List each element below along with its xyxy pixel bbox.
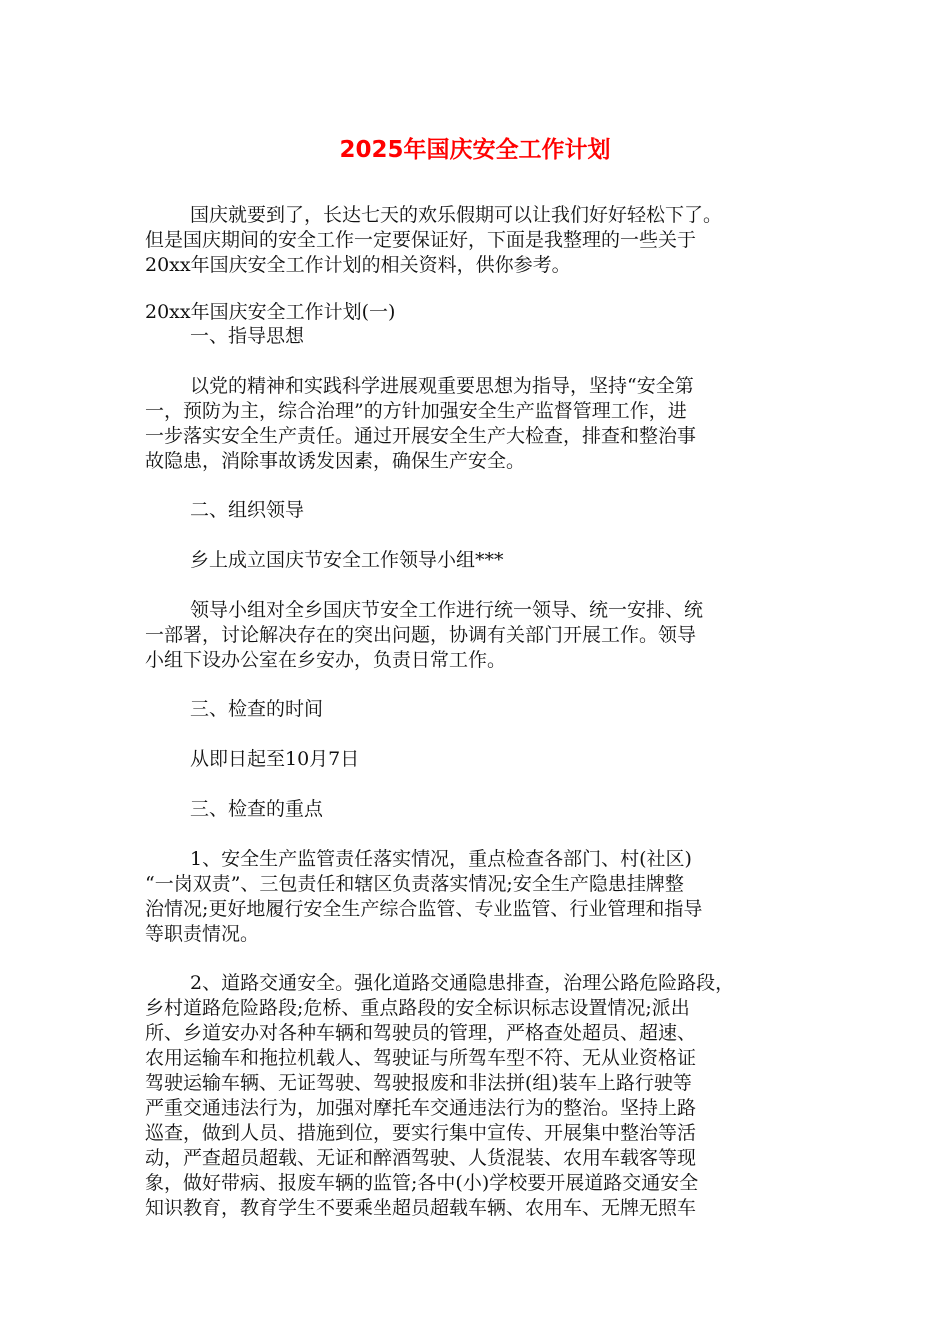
p6-line-3: 所、乡道安办对各种车辆和驾驶员的管理，严格查处超员、超速、 [145,1022,697,1044]
document-title: 2025年国庆安全工作计划 [339,137,611,163]
p6-line-6: 严重交通违法行为，加强对摩托车交通违法行为的整治。坚持上路 [145,1097,697,1119]
p3-line-1: 领导小组对全乡国庆节安全工作进行统一领导、统一安排、统 [190,599,704,621]
p3-line-3: 小组下设办公室在乡安办，负责日常工作。 [145,649,507,671]
p6-line-7: 巡查，做到人员、措施到位，要实行集中宣传、开展集中整治等活 [145,1122,697,1144]
p5-line-3: 治情况;更好地履行安全生产综合监管、专业监管、行业管理和指导 [145,898,703,920]
heading-organization: 二、组织领导 [190,499,305,521]
heading-inspection-time: 三、检查的时间 [190,698,324,720]
p3-line-2: 一部署，讨论解决存在的突出问题，协调有关部门开展工作。领导 [145,624,697,646]
p5-line-2: “一岗双责”、三包责任和辖区负责落实情况;安全生产隐患挂牌整 [145,873,684,895]
p4-line-1: 从即日起至10月7日 [190,748,360,770]
heading-guiding-ideology: 一、指导思想 [190,325,305,347]
p2-line-1: 乡上成立国庆节安全工作领导小组*** [190,549,504,571]
heading-inspection-focus: 三、检查的重点 [190,798,324,820]
intro-line-1: 国庆就要到了，长达七天的欢乐假期可以让我们好好轻松下了。 [190,204,723,226]
intro-line-3: 20xx年国庆安全工作计划的相关资料，供你参考。 [145,254,571,276]
p6-line-5: 驾驶运输车辆、无证驾驶、驾驶报废和非法拼(组)装车上路行驶等 [145,1072,692,1094]
p5-line-1: 1、安全生产监管责任落实情况，重点检查各部门、村(社区) [190,848,692,870]
p1-line-3: 一步落实安全生产责任。通过开展安全生产大检查，排查和整治事 [145,425,697,447]
p1-line-1: 以党的精神和实践科学进展观重要思想为指导，坚持“安全第 [190,375,694,397]
p6-line-4: 农用运输车和拖拉机载人、驾驶证与所驾车型不符、无从业资格证 [145,1047,697,1069]
p1-line-2: 一，预防为主，综合治理”的方针加强安全生产监督管理工作，进 [145,400,687,422]
intro-line-2: 但是国庆期间的安全工作一定要保证好，下面是我整理的一些关于 [145,229,697,251]
section-subtitle: 20xx年国庆安全工作计划(一) [145,301,396,323]
p6-line-10: 知识教育，教育学生不要乘坐超员超载车辆、农用车、无牌无照车 [145,1197,697,1219]
p1-line-4: 故隐患，消除事故诱发因素，确保生产安全。 [145,450,526,472]
p6-line-1: 2、道路交通安全。强化道路交通隐患排查，治理公路危险路段， [190,972,735,994]
p5-line-4: 等职责情况。 [145,923,260,945]
p6-line-2: 乡村道路危险路段;危桥、重点路段的安全标识标志设置情况;派出 [145,997,690,1019]
p6-line-9: 象，做好带病、报废车辆的监管;各中(小)学校要开展道路交通安全 [145,1172,699,1194]
p6-line-8: 动，严查超员超载、无证和醉酒驾驶、人货混装、农用车载客等现 [145,1147,697,1169]
